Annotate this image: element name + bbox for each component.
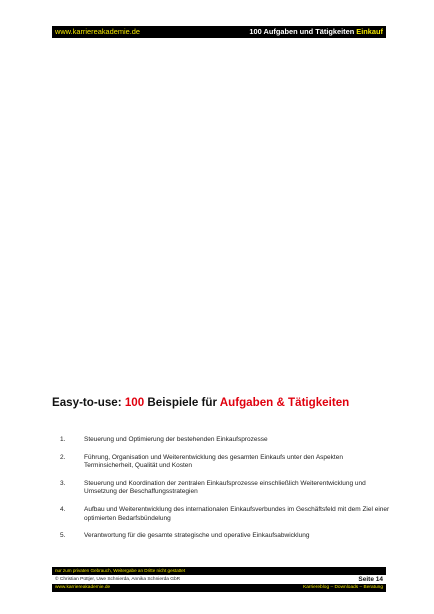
- header-url-link[interactable]: www.karriereakademie.de: [55, 27, 141, 36]
- list-item-number: 4.: [60, 505, 66, 513]
- footer-links[interactable]: Karriereblog – Downloads – Beratung: [303, 585, 383, 590]
- footer-info-row: [52, 575, 386, 584]
- footer-copyright: © Christian Püttjer, Uwe Schnierda, Annika Schnierda GbR: [55, 577, 181, 582]
- list-item: [60, 436, 390, 445]
- document-title-accent: Einkauf: [356, 27, 383, 36]
- list-item-text: Verantwortung für die gesamte strategische und operative Einkaufsabwicklung: [84, 532, 310, 540]
- list-item: [60, 532, 390, 541]
- heading-number: 100: [124, 396, 145, 409]
- list-item-text: Steuerung und Optimierung der bestehenden Einkaufsprozesse: [84, 436, 268, 443]
- list-item-text: Aufbau und Weiterentwicklung des internationalen Einkaufsverbundes im Geschäftsfeld mit dem Ziel einer optimierten Bedarfsbündelung: [84, 505, 390, 522]
- document-title: [249, 26, 383, 38]
- list-item-number: 1.: [60, 436, 66, 443]
- heading-accent: Aufgaben & Tätigkeiten: [219, 396, 350, 409]
- list-item-text: Steuerung und Koordination der zentralen Einkaufsprozesse einschließlich Weiterentwicklung und Umsetzung der Beschaffungsstrategien: [84, 479, 366, 496]
- document-title-main: 100 Aufgaben und Tätigkeiten: [249, 27, 357, 36]
- list-item: [60, 454, 390, 471]
- footer-url-link[interactable]: www.karriereakademie.de: [55, 585, 111, 590]
- page-footer: [52, 584, 386, 592]
- list-item: [60, 506, 390, 523]
- heading-part2: Beispiele für: [144, 396, 220, 409]
- footer-usage-note: nur zum privaten Gebrauch, Weitergabe an Dritte nicht gestattet: [52, 567, 386, 575]
- section-heading: [52, 396, 349, 409]
- task-list: [60, 436, 390, 550]
- heading-part1: Easy-to-use:: [52, 396, 125, 409]
- list-item-number: 5.: [60, 532, 66, 540]
- list-item-number: 2.: [60, 453, 66, 461]
- list-item: [60, 480, 390, 497]
- list-item-text: Führung, Organisation und Weiterentwicklung des gesamten Einkaufs unter den Aspekten Terminsicherheit, Qualität und Kosten: [84, 453, 343, 470]
- page-number: Seite 14: [358, 576, 383, 583]
- list-item-number: 3.: [60, 479, 66, 487]
- page-header: [52, 26, 386, 38]
